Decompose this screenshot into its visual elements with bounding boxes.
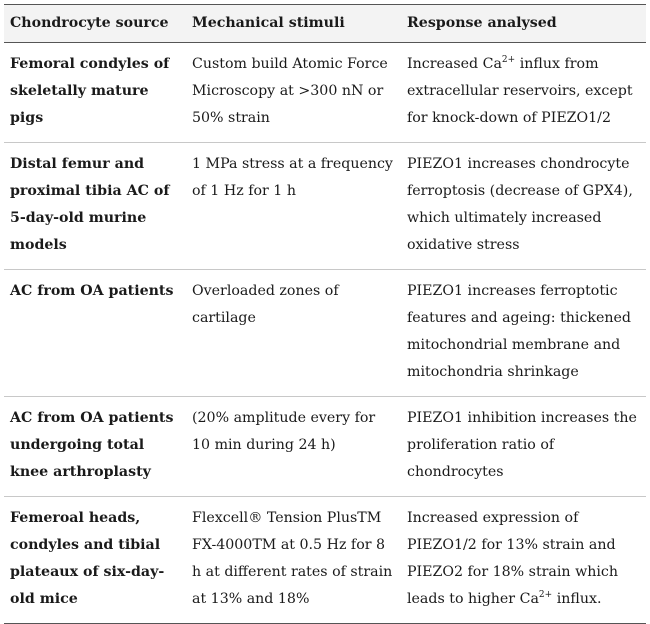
cell-source: Femeroal heads, condyles and tibial plateaux of six-day-old mice — [4, 497, 186, 624]
cell-response: PIEZO1 inhibition increases the proliferation ratio of chondrocytes — [401, 397, 646, 497]
cell-stimuli: Custom build Atomic Force Microscopy at >300 nN or 50% strain — [186, 43, 401, 143]
response-text: influx. — [552, 591, 602, 607]
response-text: influx from extracellular reservoirs, except for knock-down of PIEZO1/2 — [407, 56, 633, 126]
table-row — [4, 143, 646, 270]
superscript: 2+ — [538, 590, 553, 600]
response-text: Increased Ca — [407, 56, 502, 72]
table-body — [4, 43, 646, 624]
cell-stimuli: (20% amplitude every for 10 min during 24 h) — [186, 397, 401, 497]
table-header — [4, 5, 646, 43]
header-chondrocyte-source: Chondrocyte source — [4, 5, 186, 43]
cell-response — [401, 497, 646, 624]
header-response-analysed: Response analysed — [401, 5, 646, 43]
table-row — [4, 397, 646, 497]
header-mechanical-stimuli: Mechanical stimuli — [186, 5, 401, 43]
table-row — [4, 497, 646, 624]
cell-stimuli: Flexcell® Tension PlusTM FX-4000TM at 0.5 Hz for 8 h at different rates of strain at 13% and 18% — [186, 497, 401, 624]
data-table — [4, 4, 646, 624]
response-text: Increased expression of PIEZO1/2 for 13% strain and PIEZO2 for 18% strain which leads to higher Ca — [407, 510, 618, 607]
cell-stimuli: 1 MPa stress at a frequency of 1 Hz for 1 h — [186, 143, 401, 270]
cell-source: Distal femur and proximal tibia AC of 5-day-old murine models — [4, 143, 186, 270]
cell-source: AC from OA patients — [4, 270, 186, 397]
cell-response — [401, 43, 646, 143]
table-row — [4, 270, 646, 397]
cell-response: PIEZO1 increases ferroptotic features and ageing: thickened mitochondrial membrane and mitochondria shrinkage — [401, 270, 646, 397]
cell-response: PIEZO1 increases chondrocyte ferroptosis (decrease of GPX4), which ultimately increased oxidative stress — [401, 143, 646, 270]
cell-source: Femoral condyles of skeletally mature pigs — [4, 43, 186, 143]
superscript: 2+ — [501, 55, 516, 65]
cell-stimuli: Overloaded zones of cartilage — [186, 270, 401, 397]
table-row — [4, 43, 646, 143]
cell-source: AC from OA patients undergoing total knee arthroplasty — [4, 397, 186, 497]
header-row — [4, 5, 646, 43]
